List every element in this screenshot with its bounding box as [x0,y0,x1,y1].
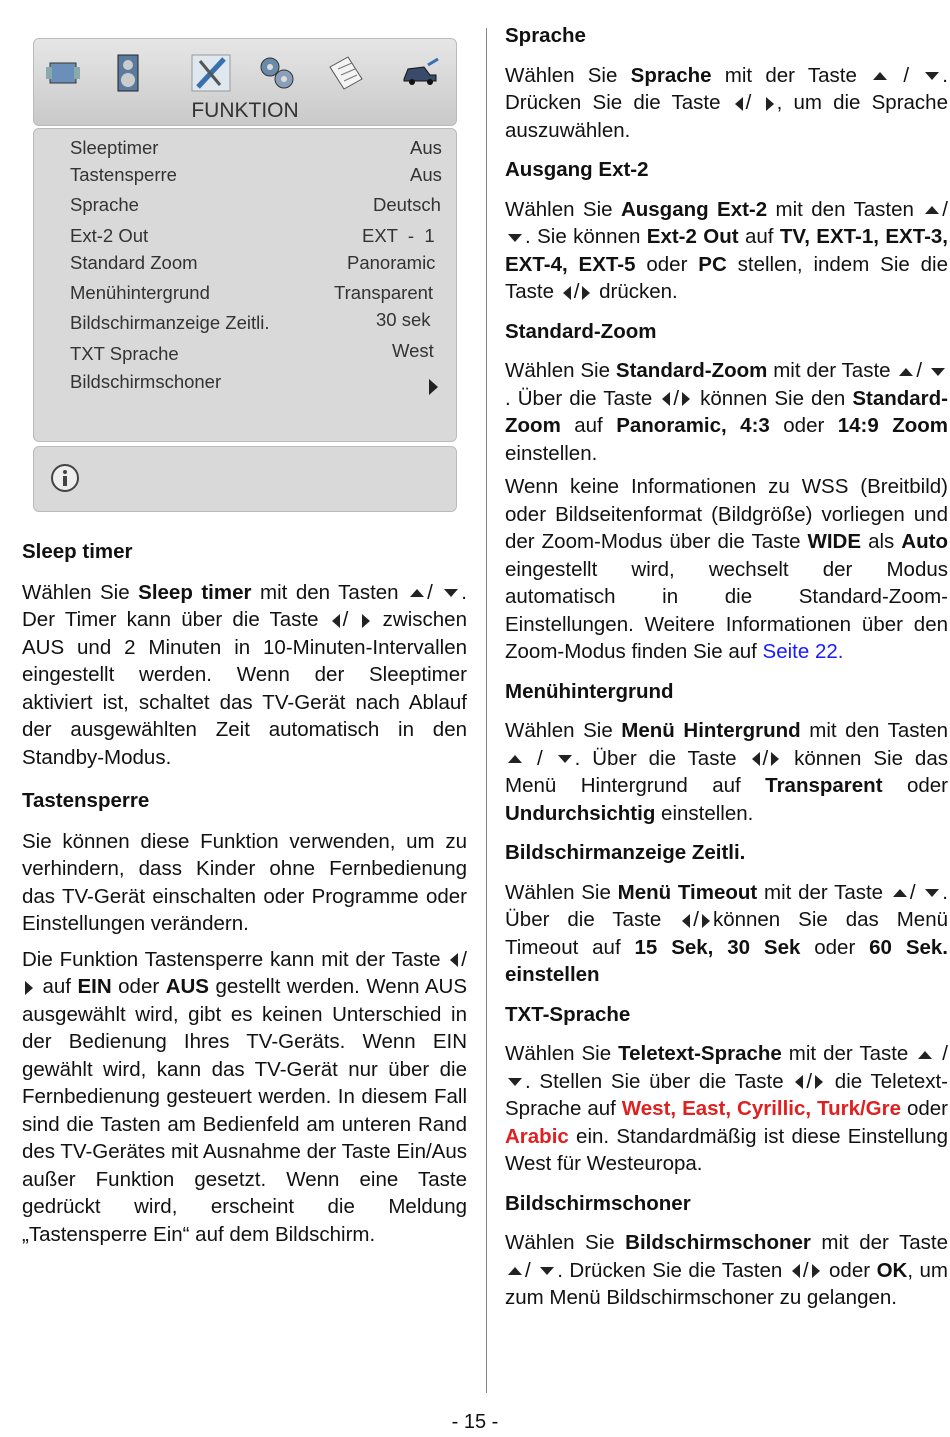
left-arrow-icon [752,752,760,766]
menu-row-label: Bildschirmschoner [70,371,222,392]
page-link[interactable]: Seite 22. [762,640,844,663]
left-arrow-icon [792,1264,800,1278]
info-icon[interactable] [50,463,80,493]
menu-row-label: Sleeptimer [70,137,159,158]
sleep-timer-text: Wählen Sie Sleep timer mit den Tasten / . Der Timer kann über die Taste / zwischen AUS und 2 Minuten in 10-Minuten-Intervallen eingestellt werden. Wenn der Sleeptimer aktiviert ist, schaltet das TV-Gerät nach Ablauf der ausgewählten Zeit automatisch in den Standby-Modus. [22,580,467,769]
section-heading-bildschirmschoner: Bildschirmschoner [505,1191,691,1215]
left-arrow-icon [662,392,670,406]
menu-row-label: TXT Sprache [70,343,179,364]
menu-settings-panel [33,128,457,442]
left-arrow-icon [795,1075,803,1089]
up-arrow-icon [925,206,939,214]
up-arrow-icon [508,755,522,763]
down-arrow-icon [508,1078,522,1086]
up-arrow-icon [918,1051,932,1059]
right-arrow-icon [682,392,690,406]
menu-title: FUNKTION [191,99,299,122]
left-arrow-icon [332,614,340,628]
section-heading-txt-sprache: TXT-Sprache [505,1002,631,1026]
menu-row-label: Menühintergrund [70,282,210,303]
menu-row-label: Bildschirmanzeige Zeitli. [70,312,270,333]
standard-zoom-text-2: Wenn keine Informationen zu WSS (Breitbild) oder Bildseitenformat (Bildgröße) vorliegen und der Zoom-Modus über die Taste WIDE als Auto eingestellt wird, wechselt der Modus automatisch in die Standard-Zoom-Einstellungen. Weitere Informationen über den Zoom-Modus finden Sie auf Seite 22. [505,475,948,663]
section-heading-tastensperre: Tastensperre [22,789,150,812]
down-arrow-icon [508,234,522,242]
menu-row-label: Sprache [70,194,139,215]
menu-row-value: Transparent [334,282,434,303]
menu-row-value: Deutsch [373,194,441,215]
right-arrow-icon [702,914,710,928]
menu-row-label: Ext-2 Out [70,225,149,246]
section-heading-sleep-timer: Sleep timer [22,540,133,563]
bildschirmschoner-text: Wählen Sie Bildschirmschoner mit der Taste / . Drücken Sie die Tasten / oder OK, um zum Menü Bildschirmschoner zu gelangen. [505,1231,949,1309]
up-arrow-icon [410,589,424,597]
up-arrow-icon [508,1267,522,1275]
bildschirmanzeige-text: Wählen Sie Menü Timeout mit der Taste / . Über die Taste / können Sie das Menü Timeout auf 15 Sek, 30 Sek oder 60 Sek. einstellen [505,880,948,986]
right-arrow-icon [815,1075,823,1089]
right-arrow-icon [25,981,33,995]
down-arrow-icon [925,889,939,897]
standard-zoom-text: Wählen Sie Standard-Zoom mit der Taste / . Über die Taste / können Sie den Standard-Zoom auf Panoramic, 4:3 oder 14:9 Zoom einstellen. [505,359,949,465]
menu-row-value: West [392,340,434,361]
speaker-icon[interactable] [108,53,150,93]
menu-info-panel [33,446,457,512]
section-heading-ausgang-ext2: Ausgang Ext-2 [505,158,649,181]
menu-row-label: Standard Zoom [70,252,198,273]
tools-icon[interactable] [190,53,232,93]
menu-row-value: Aus [410,137,442,158]
column-divider [486,28,487,1393]
submenu-arrow-icon [426,375,441,397]
tastensperre-text-2: Die Funktion Tastensperre kann mit der Taste / auf EIN oder AUS gestellt werden. Wenn AUS ausgewählt wird, gibt es keinen Unterschied in der Bedienung Ihres TV-Geräts. Wenn EIN gewählt wird, kann das TV-Gerät nur über die Fernbedienung gesteuert werden. In diesem Fall sind die Tasten am Bedienfeld am unteren Rand des TV-Gerätes mit Ausnahme der Taste Ein/Aus außer Funktion gesetzt. Wenn eine Taste gedrückt wird, erscheint die Meldung „Tastensperre Ein“ auf dem Bildschirm. [22,947,468,1246]
tastensperre-text-1: Sie können diese Funktion verwenden, um zu verhindern, dass Kinder ohne Fernbedienung das TV-Gerät einschalten oder Programme oder Einstellungen verändern. [22,829,467,935]
up-arrow-icon [899,368,913,376]
up-arrow-icon [893,889,907,897]
left-arrow-icon [682,914,690,928]
menu-header-panel [33,38,457,126]
menu-icon-bar [44,49,446,99]
right-arrow-icon [582,286,590,300]
down-arrow-icon [558,755,572,763]
page-number: - 15 - [451,1411,499,1433]
menu-row-value: Panoramic [347,252,436,273]
section-heading-sprache: Sprache [505,24,586,47]
menuhintergrund-text: Wählen Sie Menü Hintergrund mit den Tasten / . Über die Taste / können Sie das Menü Hintergrund auf Transparent oder Undurchsichtig einstellen. [505,719,948,825]
picture-icon[interactable] [44,53,86,93]
section-heading-bildschirmanzeige: Bildschirmanzeige Zeitli. [505,841,746,864]
menu-row-label: Tastensperre [70,164,177,185]
down-arrow-icon [444,589,458,597]
left-arrow-icon [735,97,743,111]
sprache-text: Wählen Sie Sprache mit der Taste / . Drücken Sie die Taste / , um die Sprache auszuwählen. [505,63,948,142]
right-arrow-icon [812,1264,820,1278]
left-arrow-icon [563,286,571,300]
right-arrow-icon [771,752,779,766]
right-arrow-icon [766,97,774,111]
left-column [22,538,467,1248]
section-heading-standard-zoom: Standard-Zoom [505,319,657,343]
right-column [505,22,948,1312]
down-arrow-icon [540,1267,554,1275]
menu-row-value: EXT - 1 [362,225,435,246]
ausgang-ext2-text: Wählen Sie Ausgang Ext-2 mit den Tasten / . Sie können Ext-2 Out auf TV, EXT-1, EXT-3, EXT-4, EXT-5 oder PC stellen, indem Sie die Taste / drücken. [505,197,949,303]
menu-row-value: Aus [410,164,442,185]
left-arrow-icon [450,953,458,967]
right-arrow-icon [362,614,370,628]
gear-icon[interactable] [256,53,298,93]
document-icon[interactable] [324,53,366,93]
txt-sprache-text: Wählen Sie Teletext-Sprache mit der Taste / . Stellen Sie über die Taste / die Teletext-Sprache auf West, East, Cyrillic, Turk/Gre oder Arabic ein. Standardmäßig ist diese Einstellung West für Westeuropa. [505,1042,948,1175]
down-arrow-icon [925,72,939,80]
menu-row-value: 30 sek [376,309,431,330]
car-icon[interactable] [400,53,442,93]
up-arrow-icon [873,72,887,80]
down-arrow-icon [931,368,945,376]
section-heading-menuhintergrund: Menühintergrund [505,679,674,703]
